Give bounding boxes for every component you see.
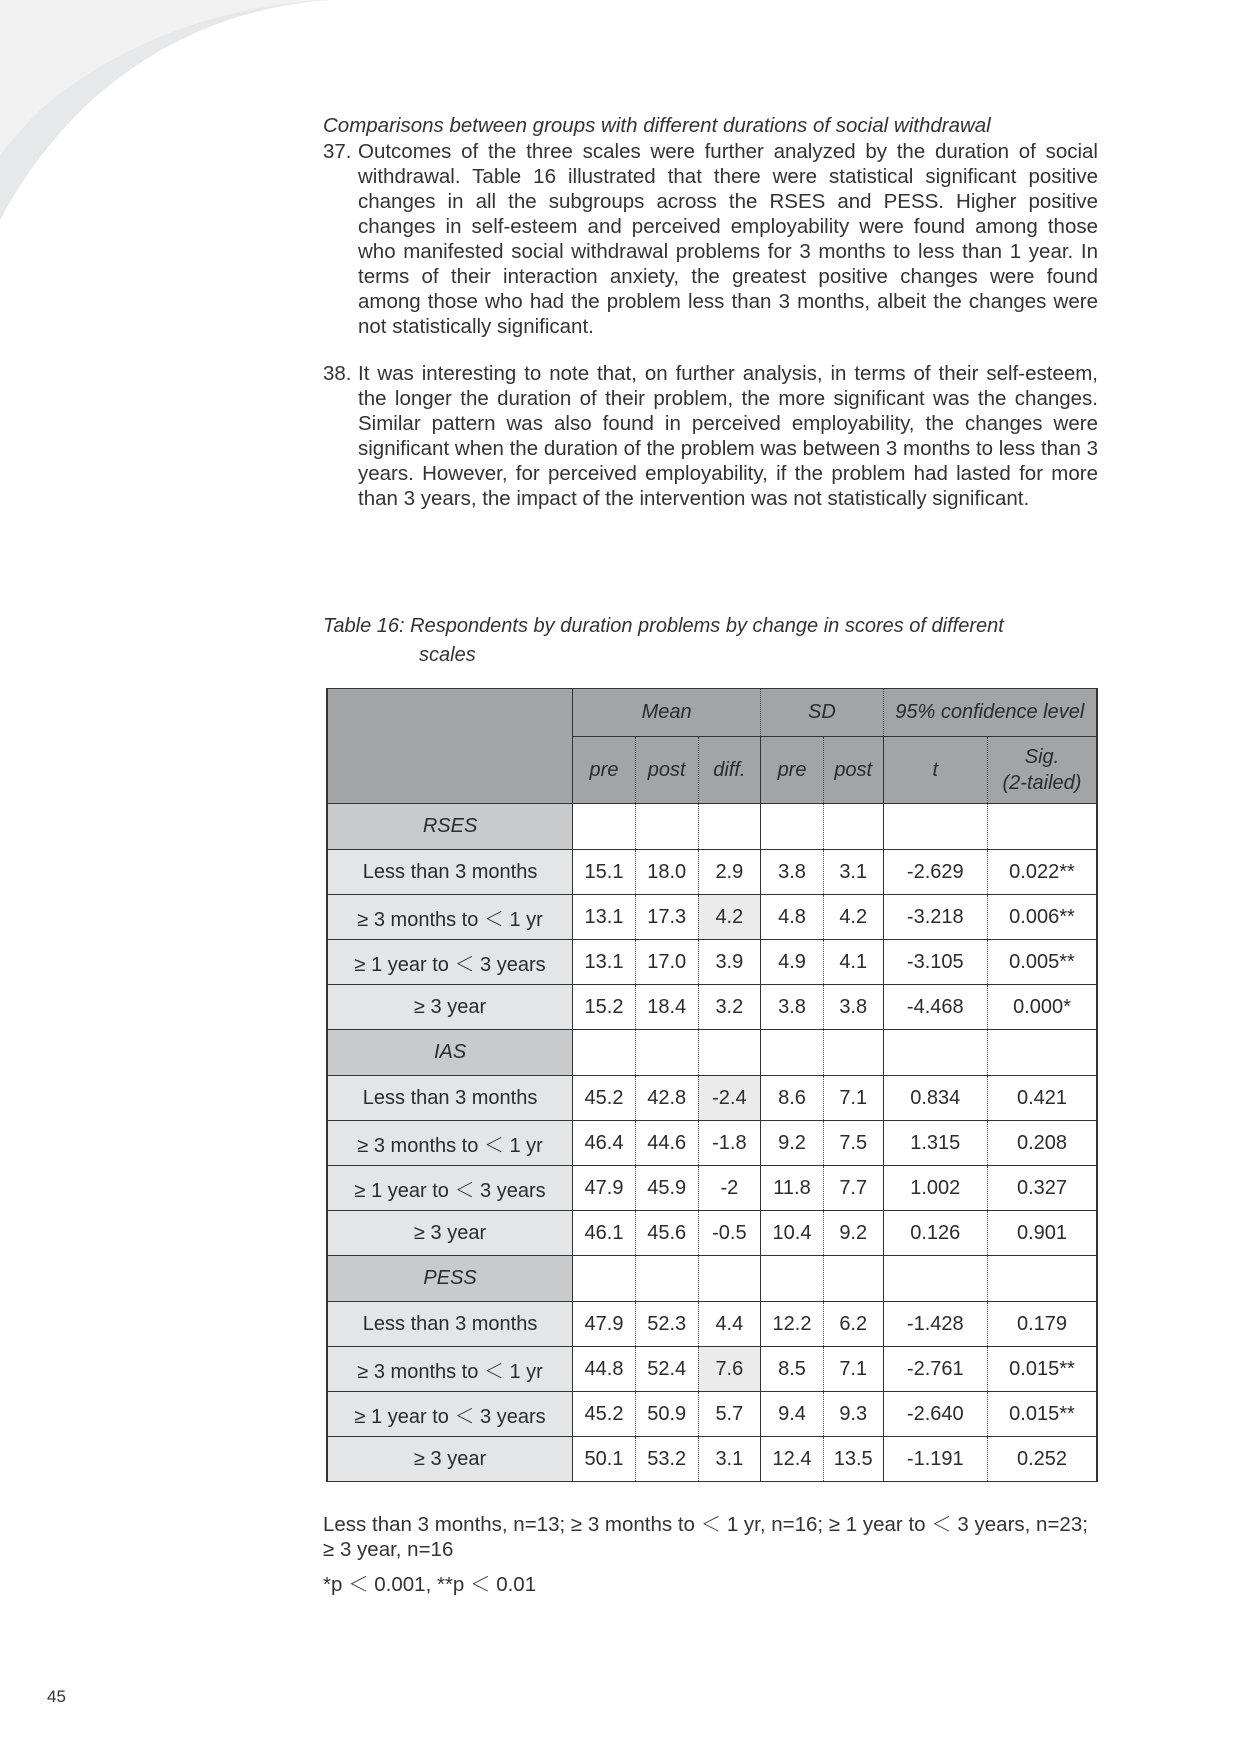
group-header-row — [327, 689, 1097, 737]
cell-sig: 0.421 — [987, 1076, 1097, 1121]
results-table — [326, 688, 1098, 1482]
header-mean-pre: pre — [573, 737, 636, 804]
cell-pre: 46.1 — [573, 1211, 636, 1256]
cell-sd-post: 4.2 — [823, 895, 883, 940]
row-label: ≥ 3 year — [327, 1437, 573, 1482]
cell-sd-post: 9.3 — [823, 1392, 883, 1437]
header-sd: SD — [761, 689, 883, 737]
section-blank-cell — [573, 1256, 636, 1302]
row-label: ≥ 3 months to ＜ 1 yr — [327, 1121, 573, 1166]
cell-sd-pre: 10.4 — [761, 1211, 824, 1256]
cell-sd-post: 3.8 — [823, 985, 883, 1030]
significance-note: *p ＜ 0.001, **p ＜ 0.01 — [323, 1573, 537, 1596]
table-row — [327, 1076, 1097, 1121]
cell-sig: 0.901 — [987, 1211, 1097, 1256]
cell-diff: 3.1 — [698, 1437, 761, 1482]
cell-t: -3.218 — [883, 895, 987, 940]
cell-sd-post: 6.2 — [823, 1302, 883, 1347]
cell-t: 0.834 — [883, 1076, 987, 1121]
cell-post: 45.9 — [635, 1166, 698, 1211]
page-corner-swoosh — [0, 0, 330, 240]
header-mean-post: post — [635, 737, 698, 804]
paragraph-37 — [323, 139, 1098, 339]
cell-diff: -0.5 — [698, 1211, 761, 1256]
sample-size-note: Less than 3 months, n=13; ≥ 3 months to ＜ 1 yr, n=16; ≥ 1 year to ＜ 3 years, n=23; ≥ 3 year, n=16 — [323, 1513, 1088, 1561]
cell-sd-post: 7.1 — [823, 1347, 883, 1392]
cell-pre: 45.2 — [573, 1076, 636, 1121]
section-label: RSES — [327, 804, 573, 850]
cell-pre: 45.2 — [573, 1392, 636, 1437]
cell-post: 52.3 — [635, 1302, 698, 1347]
cell-sd-post: 7.5 — [823, 1121, 883, 1166]
cell-post: 44.6 — [635, 1121, 698, 1166]
cell-post: 18.0 — [635, 850, 698, 895]
cell-pre: 13.1 — [573, 940, 636, 985]
section-blank-cell — [987, 804, 1097, 850]
row-label: ≥ 3 months to ＜ 1 yr — [327, 1347, 573, 1392]
row-label: ≥ 1 year to ＜ 3 years — [327, 1392, 573, 1437]
table-notes — [323, 1512, 1098, 1597]
section-blank-cell — [573, 804, 636, 850]
cell-sig: 0.015** — [987, 1392, 1097, 1437]
cell-t: -4.468 — [883, 985, 987, 1030]
cell-diff: 2.9 — [698, 850, 761, 895]
header-sd-post: post — [823, 737, 883, 804]
table-row — [327, 1392, 1097, 1437]
row-label: ≥ 1 year to ＜ 3 years — [327, 1166, 573, 1211]
paragraph-number: 38. — [323, 362, 352, 385]
cell-sig: 0.005** — [987, 940, 1097, 985]
cell-t: -1.191 — [883, 1437, 987, 1482]
table-caption-label: Table 16: — [323, 615, 405, 637]
section-blank-cell — [698, 1030, 761, 1076]
section-row — [327, 804, 1097, 850]
row-label: Less than 3 months — [327, 1302, 573, 1347]
cell-sd-post: 7.7 — [823, 1166, 883, 1211]
cell-sig: 0.000* — [987, 985, 1097, 1030]
cell-sig: 0.015** — [987, 1347, 1097, 1392]
section-blank-cell — [635, 804, 698, 850]
cell-t: -2.640 — [883, 1392, 987, 1437]
cell-sig: 0.252 — [987, 1437, 1097, 1482]
section-blank-cell — [698, 804, 761, 850]
cell-sig: 0.327 — [987, 1166, 1097, 1211]
section-heading: Comparisons between groups with different durations of social withdrawal — [323, 114, 991, 137]
section-label: IAS — [327, 1030, 573, 1076]
cell-sig: 0.208 — [987, 1121, 1097, 1166]
cell-t: -2.629 — [883, 850, 987, 895]
cell-t: 0.126 — [883, 1211, 987, 1256]
cell-sd-pre: 11.8 — [761, 1166, 824, 1211]
section-row — [327, 1030, 1097, 1076]
cell-t: -3.105 — [883, 940, 987, 985]
table-row — [327, 850, 1097, 895]
page-number: 45 — [47, 1687, 66, 1706]
cell-sd-pre: 3.8 — [761, 985, 824, 1030]
table-caption-continuation: scales — [419, 644, 476, 666]
cell-sd-pre: 9.2 — [761, 1121, 824, 1166]
cell-diff: -2.4 — [698, 1076, 761, 1121]
cell-post: 45.6 — [635, 1211, 698, 1256]
section-blank-cell — [635, 1030, 698, 1076]
cell-sig: 0.022** — [987, 850, 1097, 895]
section-blank-cell — [823, 1030, 883, 1076]
table-row — [327, 1437, 1097, 1482]
table-caption-text: Respondents by duration problems by change in scores of different — [410, 615, 1004, 637]
cell-t: -2.761 — [883, 1347, 987, 1392]
row-label: Less than 3 months — [327, 850, 573, 895]
header-sig-line2: (2-tailed) — [1002, 772, 1082, 794]
cell-pre: 47.9 — [573, 1166, 636, 1211]
section-blank-cell — [883, 1030, 987, 1076]
table-row — [327, 985, 1097, 1030]
table-row — [327, 1166, 1097, 1211]
cell-post: 17.3 — [635, 895, 698, 940]
header-mean: Mean — [573, 689, 761, 737]
section-blank-cell — [883, 804, 987, 850]
cell-pre: 13.1 — [573, 895, 636, 940]
section-blank-cell — [761, 1256, 824, 1302]
cell-sd-pre: 3.8 — [761, 850, 824, 895]
cell-sd-pre: 4.9 — [761, 940, 824, 985]
paragraph-number: 37. — [323, 140, 352, 163]
cell-pre: 50.1 — [573, 1437, 636, 1482]
section-blank-cell — [987, 1030, 1097, 1076]
header-sig-line1: Sig. — [1024, 746, 1060, 768]
cell-post: 53.2 — [635, 1437, 698, 1482]
cell-sd-pre: 12.4 — [761, 1437, 824, 1482]
cell-diff: -1.8 — [698, 1121, 761, 1166]
cell-sd-post: 3.1 — [823, 850, 883, 895]
section-blank-cell — [635, 1256, 698, 1302]
section-blank-cell — [823, 1256, 883, 1302]
header-corner — [327, 689, 573, 804]
cell-sig: 0.179 — [987, 1302, 1097, 1347]
header-sig — [987, 737, 1097, 804]
table-row — [327, 895, 1097, 940]
cell-sd-pre: 9.4 — [761, 1392, 824, 1437]
cell-post: 18.4 — [635, 985, 698, 1030]
table-caption — [323, 612, 1098, 670]
paragraph-text: It was interesting to note that, on further analysis, in terms of their self-esteem, the longer the duration of their problem, the more significant was the changes. Similar pattern was also found in perceived employability, the changes were significant when the duration of the problem was between 3 months to less than 3 years. However, for perceived employability, if the problem had lasted for more than 3 years, the impact of the intervention was not statistically significant. — [358, 362, 1098, 510]
cell-diff: 5.7 — [698, 1392, 761, 1437]
row-label: Less than 3 months — [327, 1076, 573, 1121]
cell-sd-post: 7.1 — [823, 1076, 883, 1121]
section-blank-cell — [987, 1256, 1097, 1302]
cell-diff: 3.2 — [698, 985, 761, 1030]
table-row — [327, 1302, 1097, 1347]
cell-sd-pre: 12.2 — [761, 1302, 824, 1347]
cell-t: 1.315 — [883, 1121, 987, 1166]
header-t: t — [883, 737, 987, 804]
section-blank-cell — [698, 1256, 761, 1302]
section-blank-cell — [573, 1030, 636, 1076]
cell-post: 17.0 — [635, 940, 698, 985]
row-label: ≥ 1 year to ＜ 3 years — [327, 940, 573, 985]
cell-post: 42.8 — [635, 1076, 698, 1121]
table-row — [327, 1347, 1097, 1392]
cell-post: 52.4 — [635, 1347, 698, 1392]
cell-pre: 44.8 — [573, 1347, 636, 1392]
row-label: ≥ 3 year — [327, 985, 573, 1030]
section-label: PESS — [327, 1256, 573, 1302]
section-blank-cell — [883, 1256, 987, 1302]
header-confidence: 95% confidence level — [883, 689, 1097, 737]
row-label: ≥ 3 year — [327, 1211, 573, 1256]
cell-sd-post: 9.2 — [823, 1211, 883, 1256]
cell-t: -1.428 — [883, 1302, 987, 1347]
cell-post: 50.9 — [635, 1392, 698, 1437]
cell-diff: 7.6 — [698, 1347, 761, 1392]
body-text — [323, 113, 1098, 511]
section-blank-cell — [823, 804, 883, 850]
cell-t: 1.002 — [883, 1166, 987, 1211]
cell-sig: 0.006** — [987, 895, 1097, 940]
section-blank-cell — [761, 804, 824, 850]
cell-sd-post: 13.5 — [823, 1437, 883, 1482]
table-body — [327, 804, 1097, 1482]
cell-diff: 4.2 — [698, 895, 761, 940]
cell-diff: -2 — [698, 1166, 761, 1211]
header-sd-pre: pre — [761, 737, 824, 804]
cell-sd-post: 4.1 — [823, 940, 883, 985]
table-row — [327, 1121, 1097, 1166]
table-row — [327, 1211, 1097, 1256]
cell-diff: 4.4 — [698, 1302, 761, 1347]
row-label: ≥ 3 months to ＜ 1 yr — [327, 895, 573, 940]
section-blank-cell — [761, 1030, 824, 1076]
cell-pre: 15.2 — [573, 985, 636, 1030]
table-row — [327, 940, 1097, 985]
section-row — [327, 1256, 1097, 1302]
cell-sd-pre: 8.5 — [761, 1347, 824, 1392]
header-mean-diff: diff. — [698, 737, 761, 804]
cell-sd-pre: 4.8 — [761, 895, 824, 940]
paragraph-text: Outcomes of the three scales were further analyzed by the duration of social withdrawal. Table 16 illustrated that there were statistical significant positive changes in all the subgroups across the RSES and PESS. Higher positive changes in self-esteem and perceived employability were found among those who manifested social withdrawal problems for 3 months to less than 1 year. In terms of their interaction anxiety, the greatest positive changes were found among those who had the problem less than 3 months, albeit the changes were not statistically significant. — [358, 140, 1098, 338]
paragraph-38 — [323, 361, 1098, 511]
cell-sd-pre: 8.6 — [761, 1076, 824, 1121]
cell-pre: 15.1 — [573, 850, 636, 895]
cell-pre: 47.9 — [573, 1302, 636, 1347]
cell-pre: 46.4 — [573, 1121, 636, 1166]
cell-diff: 3.9 — [698, 940, 761, 985]
